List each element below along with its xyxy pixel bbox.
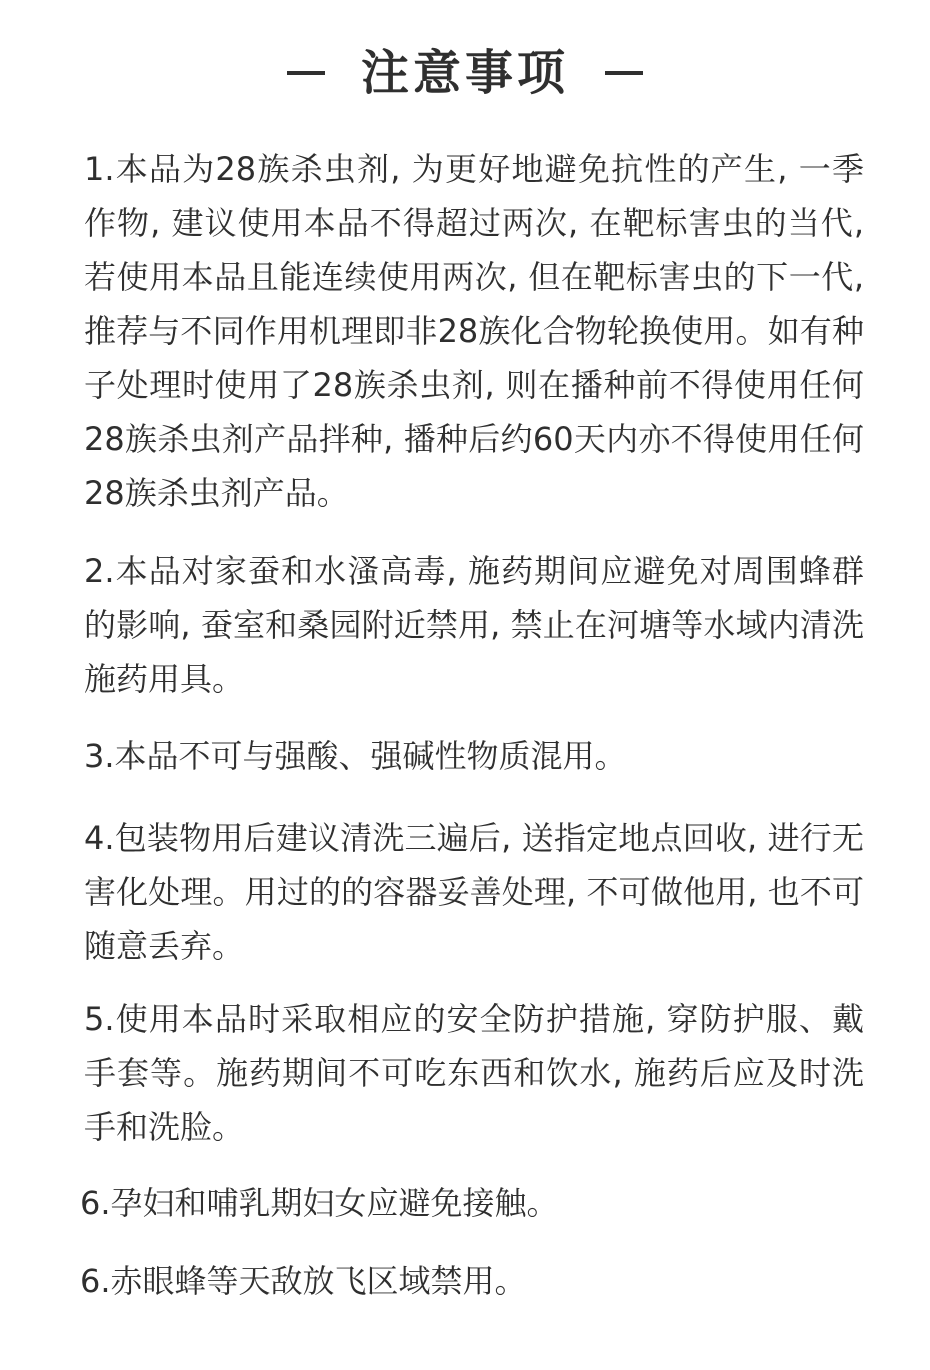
title-right-dash	[605, 71, 643, 75]
page-title-row	[0, 38, 930, 108]
precaution-item-7: 6.赤眼蜂等天敌放飞区域禁用。	[80, 1262, 527, 1300]
page-title: 注意事项	[360, 45, 569, 101]
title-left-dash	[287, 71, 325, 75]
precaution-item-6: 6.孕妇和哺乳期妇女应避免接触。	[80, 1184, 559, 1222]
precaution-item-2: 2.本品对家蚕和水溞高毒, 施药期间应避免对周围蜂群的影响, 蚕室和桑园附近禁用, 禁止在河塘等水域内清洗施药用具。	[84, 552, 864, 698]
precaution-item-3: 3.本品不可与强酸、强碱性物质混用。	[84, 737, 627, 775]
precaution-item-5: 5.使用本品时采取相应的安全防护措施, 穿防护服、戴手套等。施药期间不可吃东西和饮水, 施药后应及时洗手和洗脸。	[84, 1000, 864, 1146]
precaution-item-4: 4.包装物用后建议清洗三遍后, 送指定地点回收, 进行无害化处理。用过的的容器妥善处理, 不可做他用, 也不可随意丢弃。	[84, 819, 864, 965]
precaution-item-1: 1.本品为28族杀虫剂, 为更好地避免抗性的产生, 一季作物, 建议使用本品不得超过两次, 在靶标害虫的当代, 若使用本品且能连续使用两次, 但在靶标害虫的下一代, 推荐与不同作用机理即非28族化合物轮换使用。如有种子处理时使用了28族杀虫剂, 则在播种前不得使用任何28族杀虫剂产品拌种, 播种后约60天内亦不得使用任何28族杀虫剂产品。	[84, 150, 864, 512]
